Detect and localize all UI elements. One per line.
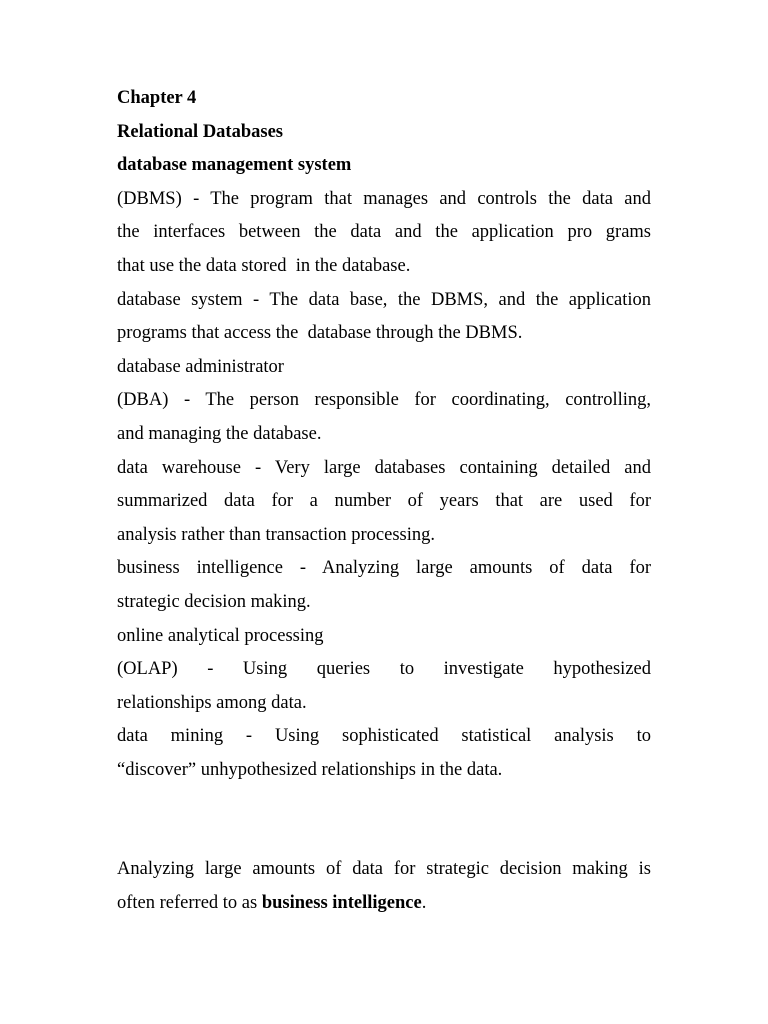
body-line: programs that access the database through the DBMS. [117,323,523,344]
body-line: “discover” unhypothesized relationships in the data. [117,759,503,780]
body-line: database system - The data base, the DBMS, and the application [117,289,651,310]
body-line: the interfaces between the data and the application pro grams [117,222,651,243]
section-heading: database management system [117,155,352,176]
spacer [117,787,651,853]
closing-bold-term: business intelligence [261,893,422,914]
closing-line-2 [117,887,651,921]
closing-prefix: often referred to as [117,893,262,914]
body-line: strategic decision making. [117,591,311,612]
body-line: data warehouse - Very large databases containing detailed and [117,457,651,478]
body-line: and managing the database. [117,423,322,444]
document-page [117,82,651,921]
closing-suffix: . [421,893,427,914]
chapter-heading: Chapter 4 [117,88,197,108]
body-line: (DBMS) - The program that manages and controls the data and [117,188,651,209]
body-line: online analytical processing [117,625,324,646]
body-line: (DBA) - The person responsible for coordinating, controlling, [117,390,651,411]
chapter-title: Relational Databases [117,121,283,142]
body-line: summarized data for a number of years that are used for [117,491,651,512]
body-line: data mining - Using sophisticated statistical analysis to [117,726,651,747]
body-line: that use the data stored in the database. [117,255,411,276]
closing-line: Analyzing large amounts of data for strategic decision making is [117,859,651,880]
body-line: analysis rather than transaction processing. [117,524,435,545]
body-line: database administrator [117,356,284,377]
body-line: business intelligence - Analyzing large amounts of data for [117,558,651,579]
body-line: (OLAP) - Using queries to investigate hypothesized [117,659,651,680]
body-line: relationships among data. [117,692,307,713]
